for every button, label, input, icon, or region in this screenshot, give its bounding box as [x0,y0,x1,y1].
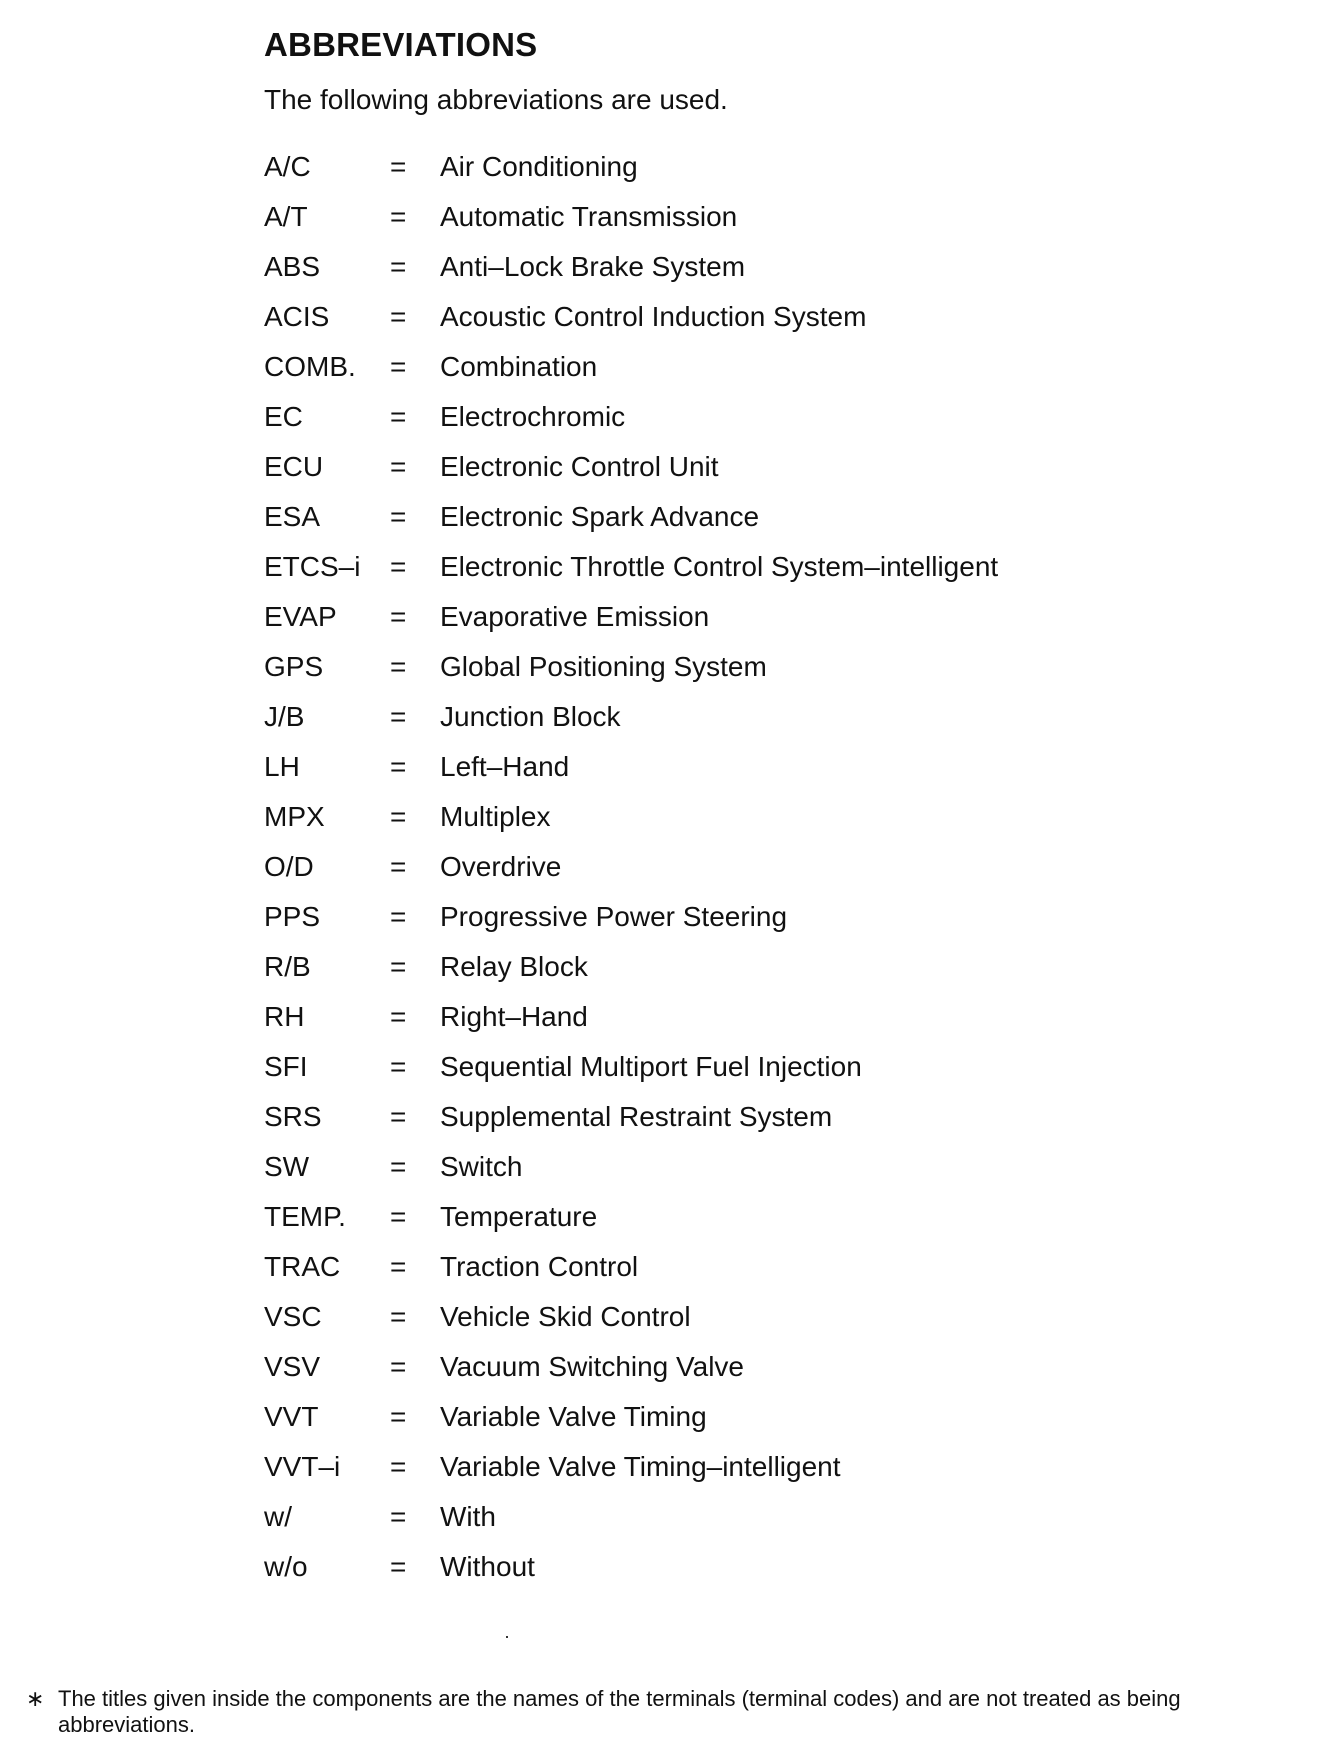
abbreviation-definition: Vacuum Switching Valve [440,1351,744,1382]
abbreviation-row [264,492,1244,542]
equals-sign: = [390,651,407,682]
abbreviation-definition: Air Conditioning [440,151,638,182]
abbreviation-definition: Variable Valve Timing–intelligent [440,1451,841,1482]
abbreviation-definition: Temperature [440,1201,598,1232]
abbreviation-row [264,1492,1244,1542]
abbreviation-term: VSC [264,1301,322,1332]
abbreviation-definition: Right–Hand [440,1001,588,1032]
abbreviation-row [264,892,1244,942]
abbreviation-term: R/B [264,951,311,982]
abbreviation-row [264,742,1244,792]
equals-sign: = [390,1451,407,1482]
abbreviation-definition: Combination [440,351,598,382]
abbreviation-row [264,692,1244,742]
equals-sign: = [390,351,407,382]
equals-sign: = [390,851,407,882]
abbreviation-row [264,942,1244,992]
abbreviation-term: EVAP [264,601,337,632]
abbreviation-definition: Electronic Control Unit [440,451,719,482]
abbreviation-definition: Progressive Power Steering [440,901,788,932]
equals-sign: = [390,1101,407,1132]
abbreviation-definition: Supplemental Restraint System [440,1101,833,1132]
abbreviation-row [264,292,1244,342]
abbreviation-row [264,992,1244,1042]
abbreviation-term: SW [264,1151,310,1182]
abbreviation-row [264,542,1244,592]
abbreviation-term: J/B [264,701,305,732]
abbreviation-term: GPS [264,651,324,682]
equals-sign: = [390,751,407,782]
abbreviation-definition: Electrochromic [440,401,626,432]
stray-dot [506,1636,508,1638]
footnote-text: The titles given inside the components are the names of the terminals (terminal codes) and are not treated as being abbreviations. [58,1686,1181,1737]
abbreviation-row [264,1542,1244,1592]
abbreviation-list [264,142,1244,1592]
abbreviation-term: EC [264,401,303,432]
abbreviation-term: LH [264,751,300,782]
abbreviation-term: A/T [264,201,308,232]
equals-sign: = [390,251,407,282]
abbreviation-row [264,1092,1244,1142]
abbreviation-row [264,1442,1244,1492]
equals-sign: = [390,1151,407,1182]
abbreviation-definition: Without [440,1551,535,1582]
abbreviation-definition: Traction Control [440,1251,639,1282]
abbreviation-row [264,792,1244,842]
abbreviation-term: SFI [264,1051,308,1082]
equals-sign: = [390,201,407,232]
equals-sign: = [390,1551,407,1582]
footnote-asterisk: ∗ [26,1686,45,1711]
equals-sign: = [390,151,407,182]
abbreviation-definition: Vehicle Skid Control [440,1301,691,1332]
abbreviation-row [264,442,1244,492]
abbreviation-definition: Automatic Transmission [440,201,738,232]
abbreviation-term: PPS [264,901,321,932]
equals-sign: = [390,901,407,932]
abbreviation-row [264,342,1244,392]
equals-sign: = [390,1051,407,1082]
abbreviation-term: SRS [264,1101,322,1132]
abbreviation-term: w/o [264,1551,308,1582]
abbreviation-term: VVT [264,1401,319,1432]
equals-sign: = [390,1251,407,1282]
page-title: ABBREVIATIONS [264,26,538,63]
abbreviation-term: RH [264,1001,305,1032]
abbreviation-term: A/C [264,151,311,182]
abbreviation-definition: Anti–Lock Brake System [440,251,746,282]
abbreviation-definition: Junction Block [440,701,621,732]
abbreviation-term: ACIS [264,301,330,332]
abbreviation-term: TRAC [264,1251,341,1282]
equals-sign: = [390,451,407,482]
abbreviation-row [264,592,1244,642]
abbreviation-definition: With [440,1501,496,1532]
abbreviation-term: VSV [264,1351,321,1382]
abbreviation-definition: Global Positioning System [440,651,767,682]
equals-sign: = [390,501,407,532]
equals-sign: = [390,951,407,982]
abbreviation-term: ABS [264,251,321,282]
abbreviation-term: COMB. [264,351,356,382]
abbreviation-term: MPX [264,801,325,832]
abbreviation-definition: Switch [440,1151,523,1182]
abbreviation-term: ESA [264,501,321,532]
abbreviation-term: w/ [264,1501,292,1532]
abbreviation-row [264,392,1244,442]
abbreviation-row [264,1342,1244,1392]
equals-sign: = [390,801,407,832]
equals-sign: = [390,1351,407,1382]
abbreviation-definition: Acoustic Control Induction System [440,301,867,332]
equals-sign: = [390,1201,407,1232]
abbreviation-row [264,1142,1244,1192]
abbreviation-term: ETCS–i [264,551,361,582]
intro-text: The following abbreviations are used. [264,84,728,115]
abbreviation-row [264,1042,1244,1092]
abbreviation-row [264,242,1244,292]
abbreviation-definition: Variable Valve Timing [440,1401,707,1432]
equals-sign: = [390,1401,407,1432]
abbreviation-row [264,192,1244,242]
abbreviation-row [264,842,1244,892]
abbreviation-definition: Left–Hand [440,751,570,782]
abbreviation-term: TEMP. [264,1201,346,1232]
equals-sign: = [390,1301,407,1332]
abbreviation-definition: Electronic Throttle Control System–intelligent [440,551,999,582]
abbreviation-row [264,642,1244,692]
equals-sign: = [390,601,407,632]
abbreviation-row [264,142,1244,192]
abbreviation-definition: Sequential Multiport Fuel Injection [440,1051,862,1082]
abbreviation-term: VVT–i [264,1451,341,1482]
abbreviation-definition: Relay Block [440,951,588,982]
abbreviation-row [264,1242,1244,1292]
abbreviation-row [264,1192,1244,1242]
equals-sign: = [390,1001,407,1032]
abbreviation-row [264,1392,1244,1442]
abbreviation-row [264,1292,1244,1342]
equals-sign: = [390,551,407,582]
abbreviation-definition: Evaporative Emission [440,601,710,632]
equals-sign: = [390,301,407,332]
equals-sign: = [390,701,407,732]
equals-sign: = [390,401,407,432]
abbreviation-term: O/D [264,851,314,882]
abbreviation-definition: Electronic Spark Advance [440,501,760,532]
abbreviation-term: ECU [264,451,324,482]
equals-sign: = [390,1501,407,1532]
abbreviation-definition: Multiplex [440,801,551,832]
abbreviation-definition: Overdrive [440,851,562,882]
